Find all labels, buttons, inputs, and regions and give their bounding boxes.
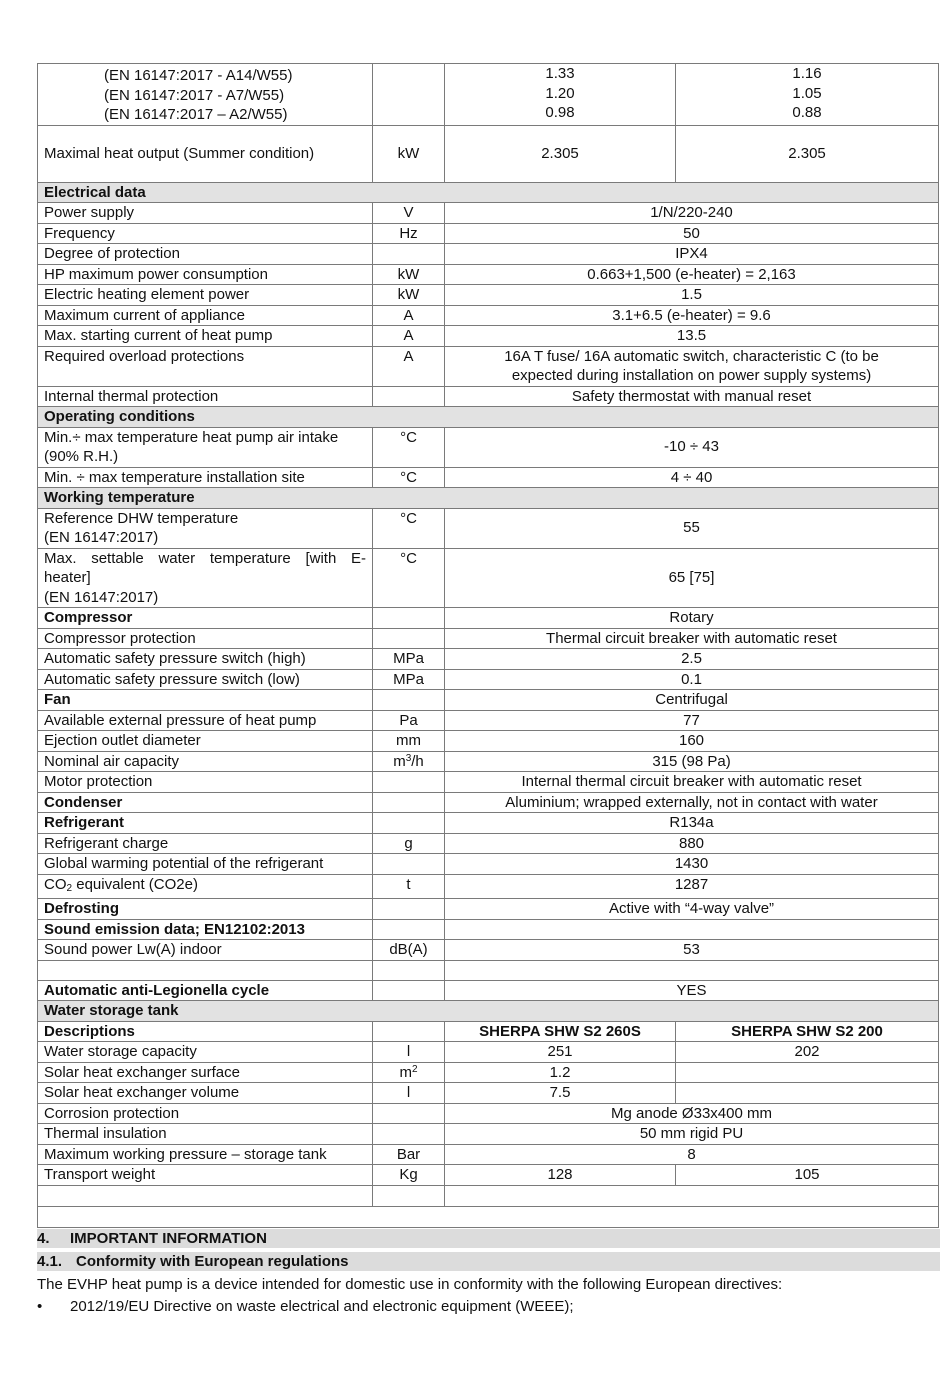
section-row-tank: Water storage tank [38,1001,939,1022]
ref-dhw-label: Reference DHW temperature (EN 16147:2017) [38,508,373,548]
body-paragraph: The EVHP heat pump is a device intended for domestic use in conformity with the following European directives: [37,1276,783,1293]
table-row: Frequency Hz 50 [38,223,939,244]
list-item: • 2012/19/EU Directive on waste electrical and electronic equipment (WEEE); [37,1298,574,1315]
table-row: Min. ÷ max temperature installation site °C 4 ÷ 40 [38,467,939,488]
table-row: Maximum current of appliance A 3.1+6.5 (e-heater) = 9.6 [38,305,939,326]
table-row [38,1185,939,1206]
air-capacity-unit: $m^3/h$ [373,751,445,772]
co2-label: $CO_2$ equivalent (CO2e) [38,874,373,899]
table-row: Automatic anti-Legionella cycle YES [38,980,939,1001]
table-row: Refrigerant charge g 880 [38,833,939,854]
section-4-1-heading: 4.1. Conformity with European regulations [37,1252,940,1271]
table-row: Required overload protections A 16A T fuse/ 16A automatic switch, characteristic C (to be expected during installation on power supply systems) [38,346,939,386]
table-row: Thermal insulation 50 mm rigid PU [38,1124,939,1145]
cop-labels: (EN 16147:2017 - A14/W55) (EN 16147:2017 - A7/W55) (EN 16147:2017 – A2/W55) [38,64,373,126]
air-intake-label: Min.÷ max temperature heat pump air intake (90% R.H.) [38,427,373,467]
table-row: Transport weight Kg 128 105 [38,1165,939,1186]
table-row: HP maximum power consumption kW 0.663+1,500 (e-heater) = 2,163 [38,264,939,285]
table-row: Fan Centrifugal [38,690,939,711]
cop-values-model1: 1.33 1.20 0.98 [445,64,676,126]
table-row: Water storage capacity l 251 202 [38,1042,939,1063]
table-row: Global warming potential of the refrigerant 1430 [38,854,939,875]
table-row: Nominal air capacity $m^3/h$ 315 (98 Pa) [38,751,939,772]
table-row: Min.÷ max temperature heat pump air intake (90% R.H.) °C -10 ÷ 43 [38,427,939,467]
table-row: Defrosting Active with “4-way valve” [38,899,939,920]
table-row: Condenser Aluminium; wrapped externally, not in contact with water [38,792,939,813]
table-row: Reference DHW temperature (EN 16147:2017) °C 55 [38,508,939,548]
table-row: Degree of protection IPX4 [38,244,939,265]
section-4-heading: 4. IMPORTANT INFORMATION [37,1229,940,1248]
table-row [38,64,939,126]
table-row: Internal thermal protection Safety thermostat with manual reset [38,386,939,407]
table-row: Compressor protection Thermal circuit breaker with automatic reset [38,628,939,649]
max-water-label: Max. settable water temperature [with E- heater] (EN 16147:2017) [38,548,373,608]
cop-values-model2: 1.16 1.05 0.88 [676,64,939,126]
table-row: Solar heat exchanger volume l 7.5 [38,1083,939,1104]
technical-data-table [37,63,939,1228]
table-row: Solar heat exchanger surface $m^2$ 1.2 [38,1062,939,1083]
table-row: Corrosion protection Mg anode Ø33x400 mm [38,1103,939,1124]
table-row: Power supply V 1/N/220-240 [38,203,939,224]
table-row: Max. starting current of heat pump A 13.5 [38,326,939,347]
overload-value: 16A T fuse/ 16A automatic switch, characteristic C (to be expected during installation on power supply systems) [445,346,939,386]
table-row: Descriptions SHERPA SHW S2 260S SHERPA SHW S2 200 [38,1021,939,1042]
table-row [38,960,939,980]
table-row: Ejection outlet diameter mm 160 [38,731,939,752]
bullet-mark: • [37,1298,43,1315]
table-row: Motor protection Internal thermal circuit breaker with automatic reset [38,772,939,793]
table-row [38,1206,939,1227]
table-row: Maximum working pressure – storage tank Bar 8 [38,1144,939,1165]
section-row-operating: Operating conditions [38,407,939,428]
table-row: Automatic safety pressure switch (low) MPa 0.1 [38,669,939,690]
table-row: Refrigerant R134a [38,813,939,834]
table-row: Maximal heat output (Summer condition) kW 2.305 2.305 [38,125,939,182]
table-row: Compressor Rotary [38,608,939,629]
table-row: Automatic safety pressure switch (high) MPa 2.5 [38,649,939,670]
solar-surface-unit: $m^2$ [373,1062,445,1083]
section-row-electrical: Electrical data [38,182,939,203]
table-row: Sound emission data; EN12102:2013 [38,919,939,940]
table-row: Available external pressure of heat pump Pa 77 [38,710,939,731]
section-row-working: Working temperature [38,488,939,509]
table-row: $CO_2$ equivalent (CO2e) t 1287 [38,874,939,899]
table-row: Max. settable water temperature [with E- heater] (EN 16147:2017) °C 65 [75] [38,548,939,608]
table-row: Electric heating element power kW 1.5 [38,285,939,306]
table-row: Sound power Lw(A) indoor dB(A) 53 [38,940,939,961]
